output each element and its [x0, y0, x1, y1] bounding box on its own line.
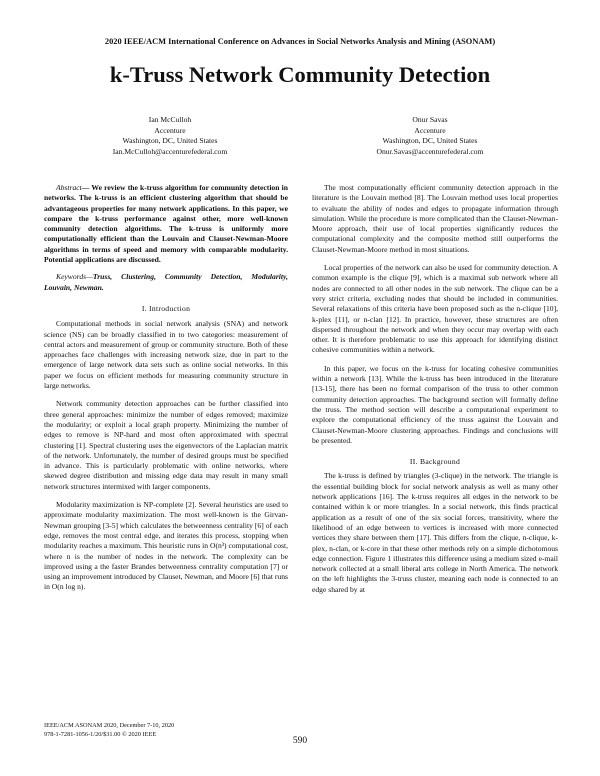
left-column — [44, 183, 288, 593]
paragraph: The k-truss is defined by triangles (3-clique) in the network. The triangle is the essential building block for social network analysis as well as many other network applications [16]. The k-truss requires all edges in the network to be contained within k or more triangles. In a social network, this finds practical application as a result of one of the six social forces, transitivity, where the likelihood of an edge between to vertices is increased with more connected vertices they share between them [17]. This differs from the clique, n-clique, k-plex, n-clan, or k-core in that these other methods rely on a simple dichotomous edge connection. Figure 1 illustrates this difference using a medium sized e-mail network collected at a small liberal arts college in North America. The network on the left highlights the 3-truss cluster, meaning each node is connected to an edge shared by at — [312, 471, 558, 594]
section-heading-introduction: I. Introduction — [141, 303, 191, 313]
keywords-text: Truss, Clustering, Community Detection, Modularity, Louvain, Newman. — [44, 272, 288, 292]
abstract-text: — We review the k-truss algorithm for community detection in networks. The k-truss is an efficient clustering algorithm that should be advantageous properties for many network applications. In this paper, we compare the k-truss performance against other, more well-known community detection algorithms. The k-truss is uniformly more computationally efficient than the Louvain and Clauset-Newman-Moore algorithms in terms of speed and memory with comparable modularity. Potential applications are discussed. — [44, 183, 288, 265]
abstract-label: Abstract — [56, 183, 82, 192]
author-affiliation: Accenture — [154, 125, 186, 135]
author-location: Washington, DC, United States — [382, 136, 478, 145]
author-affiliation: Accenture — [414, 125, 446, 135]
author-email: Onur.Savas@accenturefederal.com — [376, 146, 484, 156]
paragraph: Modularity maximization is NP-complete [2]. Several heuristics are used to approximate modularity maximization. The most well-known is the Girvan-Newman grouping [3-5] which calculates the betweenness centrality [6] of each edge, removes the most central edge, and iterates this process, stopping when modularity reaches a maximum. This heuristic runs in O(n³) computational cost, where n is the number of nodes in the network. The complexity can be improved using a the faster Brandes betweenness centrality computation [7] or using an improvement introduced by Clauset, Newman, and Moore [6] that runs in O(n log n). — [44, 500, 288, 592]
paper-title: k-Truss Network Community Detection — [109, 62, 491, 87]
paragraph: Local properties of the network can also be used for community detection. A common example is the clique [9], which is a maximal sub network where all nodes are connected to all other nodes in the sub network. The clique can be a very strict criteria, excluding nodes that should be included in communities. Several relaxations of this criteria have been proposed such as the n-clique [10], k-plex [11], or n-clan [12]. In practice, however, these structures are often dispersed throughout the network and when they occur may overlap with each other. It is therefore problematic to use this approach for identifying distinct cohesive communities within a network. — [312, 263, 558, 355]
author-name: Ian McCulloh — [148, 115, 192, 124]
section-heading-background: II. Background — [409, 457, 461, 467]
footer-conference-line: IEEE/ACM ASONAM 2020, December 7-10, 2020 — [44, 722, 175, 729]
author-location: Washington, DC, United States — [122, 136, 218, 145]
author-email: Ian.McCulloh@accenturefederal.com — [112, 146, 228, 156]
author-name: Onur Savas — [412, 115, 448, 124]
footer-isbn-line: 978-1-7281-1056-1/20/$31.00 © 2020 IEEE — [44, 730, 157, 738]
paragraph: In this paper, we focus on the k-truss for locating cohesive communities within a network [13]. While the k-truss has been introduced in the literature [13-15], there has been no formal comparison of the truss to other common community detection approaches. The background section will formally define the truss. The method section will describe a computational experiment to explore the computational efficiency of the truss against the Louvain and Clauset-Newman-Moore clustering approaches. Findings and conclusions will be presented. — [312, 363, 558, 445]
keywords — [44, 272, 288, 293]
page-number: 590 — [292, 736, 308, 746]
conference-name: 2020 IEEE/ACM International Conference on Advances in Social Networks Analysis and Mining (ASONAM) — [104, 37, 496, 46]
paragraph: Network community detection approaches can be further classified into three general approaches: minimize the number of edges removed; maximize the modularity; or exploit a local graph property. Minimizing the number of edges to remove is NP-hard and most often approximated with spectral clustering [1]. Spectral clustering uses the eigenvectors of the Laplacian matrix of the network. Unfortunately, the number of desired groups must be specified in advance. This is particularly problematic with online networks, where skewed degree distribution and missing edge data may result in many small network structures intermixed with larger components. — [44, 399, 288, 491]
author-block-2 — [330, 115, 530, 157]
author-block-1 — [70, 115, 270, 157]
paragraph: The most computationally efficient community detection approach in the literature is the Louvain method [8]. The Louvain method uses local properties to evaluate the ability of nodes and edges to propagate information through simulation. While the procedure is more complicated than the Clauset-Newman-Moore approach, their use of local properties significantly reduces the computational complexity and the composite method still outperforms the Clauset-Newman-Moore method in most situations. — [312, 183, 558, 254]
abstract — [44, 183, 288, 265]
keywords-label: Keywords— — [56, 272, 93, 282]
right-column — [312, 183, 558, 595]
paragraph: Computational methods in social network analysis (SNA) and network science (NS) can be broadly classified in to two categories: measurement of central actors and measurement of group or community structure. Both of these approaches face challenges with increasing network size, due in part to the emergence of large network data sets such as online social networks. In this paper we focus on efficient methods for measuring community structure in large networks. — [44, 319, 288, 391]
